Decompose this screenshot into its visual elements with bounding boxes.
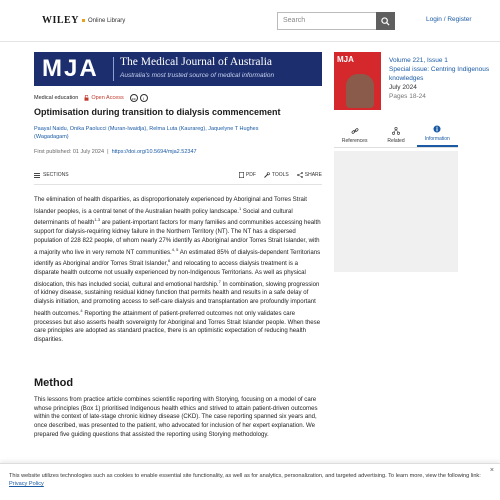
share-icon <box>297 172 303 178</box>
pdf-button[interactable] <box>239 172 256 178</box>
privacy-policy-link[interactable]: Privacy Policy <box>9 481 44 487</box>
sections-button[interactable] <box>34 172 69 178</box>
method-heading: Method <box>34 377 74 389</box>
article-title: Optimisation during transition to dialysis commencement <box>34 107 281 117</box>
sections-label: SECTIONS <box>43 172 69 178</box>
ref-sup[interactable]: 1 <box>238 205 242 211</box>
tab-information-label: Information <box>424 136 450 142</box>
doi-link[interactable]: https://doi.org/10.5694/mja2.52347 <box>111 149 197 155</box>
tab-related[interactable] <box>375 122 416 147</box>
special-issue-link[interactable]: Special issue: Centring Indigenous knowledges <box>389 66 490 82</box>
brand-sub: Online Library <box>87 17 126 24</box>
tab-references-label: References <box>341 138 368 144</box>
issue-cover-image[interactable] <box>334 52 381 110</box>
side-panel <box>334 151 458 272</box>
tab-references[interactable] <box>334 122 375 147</box>
author-list[interactable]: Paayal Naidu, Onika Paolucci (Muran-Iwaidja), Relma Luta (Kaurareg), Jaquelyne T Hughes (Wagadagam) <box>34 126 259 140</box>
side-tab-bar <box>334 122 458 148</box>
wiley-logo[interactable] <box>42 15 125 26</box>
cookie-text <box>9 472 487 488</box>
journal-title: The Medical Journal of Australia <box>120 56 273 68</box>
journal-banner[interactable] <box>34 52 322 86</box>
intro-text-6: In combination, slowing progression of kidney disease, sustaining residual kidney function that permits health and results in a safe delay of dialysis initiation, and promoting access to self-care dialysis and transplantation are profoundly important health outcomes. <box>34 280 320 317</box>
open-access-badge <box>84 95 123 101</box>
cookie-banner <box>0 463 500 500</box>
issue-pages: Pages 18-24 <box>389 93 426 100</box>
article-meta <box>34 94 148 102</box>
license-icons[interactable] <box>130 94 148 102</box>
brand-name: WILEY <box>42 15 79 26</box>
intro-text-4: An estimated 85% of dialysis-dependent Territorians identify as Aboriginal and/or Torres Strait Islander, <box>34 248 321 268</box>
journal-tagline: Australia's most trusted source of medical information <box>120 72 275 79</box>
ref-sup[interactable]: 6 <box>168 258 171 264</box>
tab-related-label: Related <box>387 138 405 144</box>
wrench-icon <box>264 172 270 178</box>
intro-text-2: Social and cultural determinants of health <box>34 207 293 227</box>
share-label: SHARE <box>304 172 322 178</box>
toolbar-divider <box>34 184 322 185</box>
pdf-label: PDF <box>245 172 256 178</box>
tools-label: TOOLS <box>271 172 289 178</box>
login-register-link[interactable]: Login / Register <box>426 16 472 23</box>
search-icon <box>381 17 390 26</box>
open-access-label: Open Access <box>91 95 124 101</box>
pdf-icon <box>239 172 244 178</box>
article-category: Medical education <box>34 95 79 101</box>
search-button[interactable] <box>376 12 395 30</box>
cookie-message: This website utilizes technologies such as cookies to enable essential site functionality, as well as for analytics, personalization, and targeted advertising. To learn more, view the following link: <box>9 473 481 479</box>
share-button[interactable] <box>297 172 322 178</box>
cc-by-icon: i <box>140 94 148 102</box>
list-icon <box>34 173 40 178</box>
cover-portrait <box>346 74 374 108</box>
first-published: First published: 01 July 2024 <box>34 149 105 155</box>
link-icon <box>351 127 359 135</box>
article-intro <box>34 196 324 345</box>
banner-divider <box>113 57 114 81</box>
brand-dot <box>82 19 85 22</box>
cc-icon: cc <box>131 95 136 101</box>
intro-text-5: and relocating to access dialysis treatment is a disparate health outcome not usually experienced by non-Indigenous Territorians. As well as physical dislocation, this has included social, cultural and emotional hardship. <box>34 260 306 288</box>
journal-abbr: MJA <box>42 55 99 82</box>
open-lock-icon <box>84 95 89 101</box>
ref-sup[interactable]: 1-3 <box>94 217 101 223</box>
info-icon <box>433 125 441 133</box>
issue-volume-link[interactable]: Volume 221, Issue 1 <box>389 57 448 64</box>
ref-sup[interactable]: 4 <box>80 307 83 313</box>
tab-information[interactable] <box>417 122 458 147</box>
cover-title: MJA <box>337 55 354 64</box>
issue-date: July 2024 <box>389 84 417 91</box>
close-icon[interactable]: × <box>489 467 494 474</box>
intro-text-1: The elimination of health disparities, as disproportionately experienced by Aboriginal and Torres Strait Islander peoples, is a central tenet of the Australian health policy landscape. <box>34 196 307 215</box>
top-bar <box>0 0 500 42</box>
search-input[interactable]: Search <box>277 12 395 30</box>
ref-sup[interactable]: 4, 5 <box>171 246 179 252</box>
intro-text-7: Reporting the attainment of patient-preferred outcomes not only validates care processes but also asserts health sovereignty for Aboriginal and Torres Strait Islander people. When these care principles are adopted as standard practice, there is an optimistic expectation of reducing health disparities. <box>34 309 321 344</box>
ref-sup[interactable]: 7 <box>218 278 221 284</box>
publication-info: First published: 01 July 2024 | https://doi.org/10.5694/mja2.52347 <box>34 149 197 155</box>
intro-text-3: are patient-important factors for many families and communities accessing health support for dialysis-requiring kidney failure in the Northern Territory (NT). The NT has a dispersed population of 228 822 people, of whom nearly 27% identify as Aboriginal and/or Torres Strait Islander, with a majority who live in very remote NT communities. <box>34 219 321 256</box>
issue-info <box>389 56 500 101</box>
related-icon <box>392 127 400 135</box>
tools-button[interactable] <box>264 172 289 178</box>
method-text: This lessons from practice article combines scientific reporting with Storying, focusing on a model of care whose principles (Box 1) prioritised Indigenous health ethics and strived to attain patient-driven outcomes within the context of late-stage chronic kidney disease (CKD). The case reporting spanned six years and, once described, was presented to the patient, who advocated for inclusion of her expert explanation. We prepared five guiding questions that assisted the reporting using Storying methodology. <box>34 396 318 438</box>
